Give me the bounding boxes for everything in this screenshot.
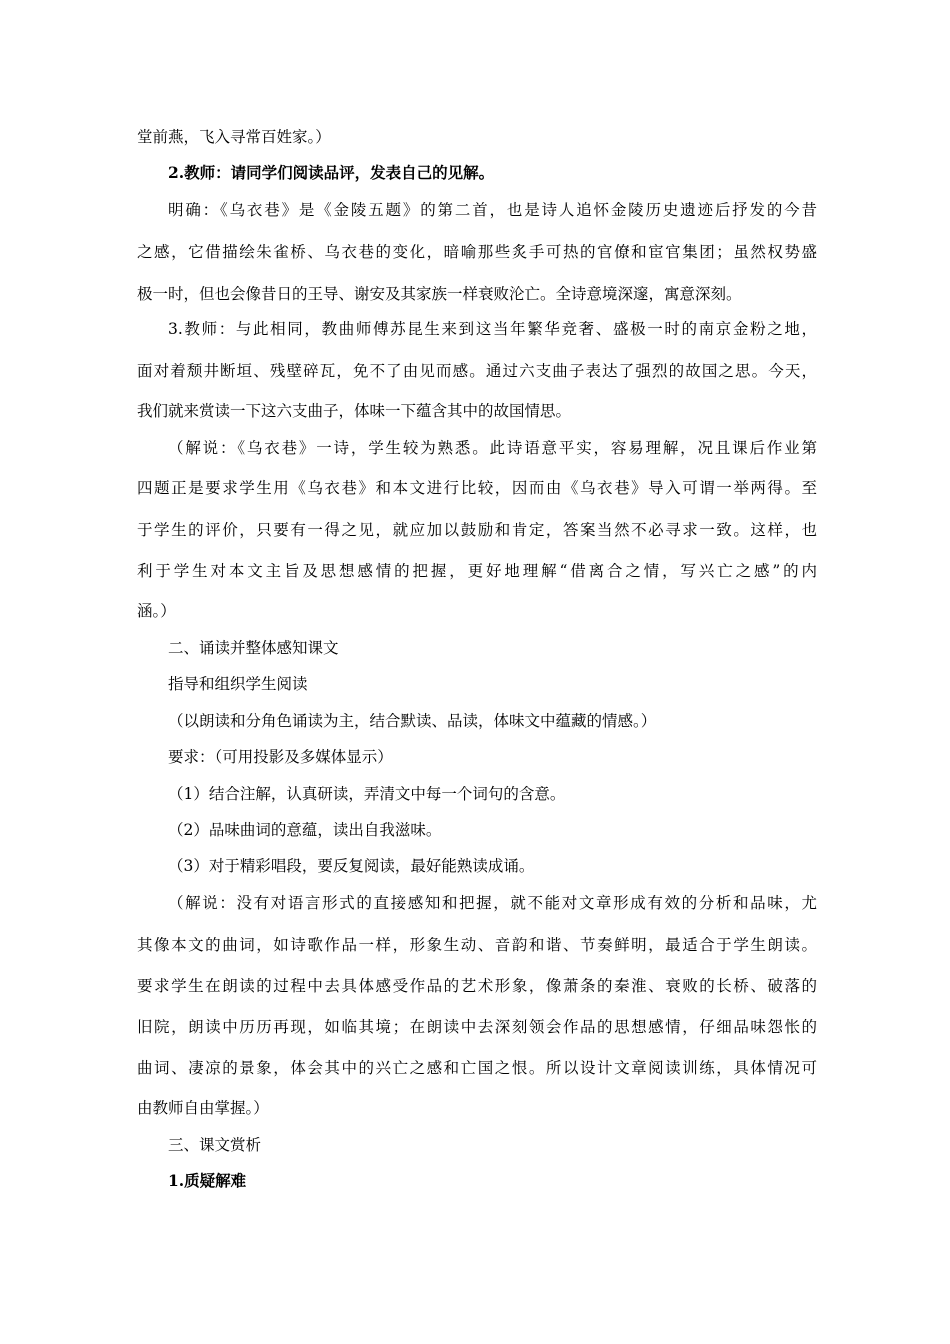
text-line: （以朗读和分角色诵读为主，结合默读、品读，体味文中蕴藏的情感。）	[168, 712, 657, 730]
subsection-heading: 1.质疑解难	[168, 1171, 247, 1190]
text-line: 指导和组织学生阅读	[168, 675, 308, 693]
text-line: 2.教师：请同学们阅读品评，发表自己的见解。	[168, 163, 495, 182]
text-line: 明确：《乌衣巷》是《金陵五题》的第二首，也是诗人追怀金陵历史遗迹后抒发的今昔	[168, 201, 817, 219]
list-item: （3）对于精彩唱段，要反复阅读，最好能熟读成诵。	[168, 857, 535, 875]
section-heading: 三、课文赏析	[168, 1136, 262, 1154]
text-line: 曲词、凄凉的景象，体会其中的兴亡之感和亡国之恨。所以设计文章阅读训练，具体情况可	[137, 1059, 817, 1077]
text-line: 其像本文的曲词，如诗歌作品一样，形象生动、音韵和谐、节奏鲜明，最适合于学生朗读。	[137, 936, 817, 954]
text-line: 四题正是要求学生用《乌衣巷》和本文进行比较，因而由《乌衣巷》导入可谓一举两得。至	[137, 479, 817, 497]
text-line: （解说：没有对语言形式的直接感知和把握，就不能对文章形成有效的分析和品味，尤	[168, 894, 817, 912]
text-line: 涵。）	[137, 602, 176, 620]
list-item: （2）品味曲词的意蕴，读出自我滋味。	[168, 821, 442, 839]
text-line: 旧院，朗读中历历再现，如临其境；在朗读中去深刻领会作品的思想感情，仔细品味怨怅的	[137, 1018, 817, 1036]
text-line: 极一时，但也会像昔日的王导、谢安及其家族一样衰败沦亡。全诗意境深邃，寓意深刻。	[137, 285, 742, 303]
section-heading: 二、诵读并整体感知课文	[168, 639, 339, 657]
text-line: 于学生的评价，只要有一得之见，就应加以鼓励和肯定，答案当然不必寻求一致。这样，也	[137, 521, 817, 539]
text-line: 要求：（可用投影及多媒体显示）	[168, 748, 393, 766]
text-line: 我们就来赏读一下这六支曲子，体味一下蕴含其中的故国情思。	[137, 402, 572, 420]
text-line: 之感，它借描绘朱雀桥、乌衣巷的变化，暗喻那些炙手可热的官僚和宦官集团；虽然权势盛	[137, 243, 817, 261]
text-line: 3.教师：与此相同，教曲师傅苏昆生来到这当年繁华竞奢、盛极一时的南京金粉之地，	[168, 320, 817, 338]
text-line: （解说：《乌衣巷》一诗，学生较为熟悉。此诗语意平实，容易理解，况且课后作业第	[168, 439, 817, 457]
text-line: 利于学生对本文主旨及思想感情的把握，更好地理解“借离合之情，写兴亡之感”的内	[137, 562, 817, 580]
text-line: 堂前燕，飞入寻常百姓家。）	[137, 128, 331, 146]
text-line: 面对着颓井断垣、残壁碎瓦，免不了由见而感。通过六支曲子表达了强烈的故国之思。今天，	[137, 362, 817, 380]
list-item: （1）结合注解，认真研读，弄清文中每一个词句的含意。	[168, 785, 566, 803]
text-line: 由教师自由掌握。）	[137, 1099, 269, 1117]
text-line: 要求学生在朗读的过程中去具体感受作品的艺术形象，像萧条的秦淮、衰败的长桥、破落的	[137, 977, 817, 995]
